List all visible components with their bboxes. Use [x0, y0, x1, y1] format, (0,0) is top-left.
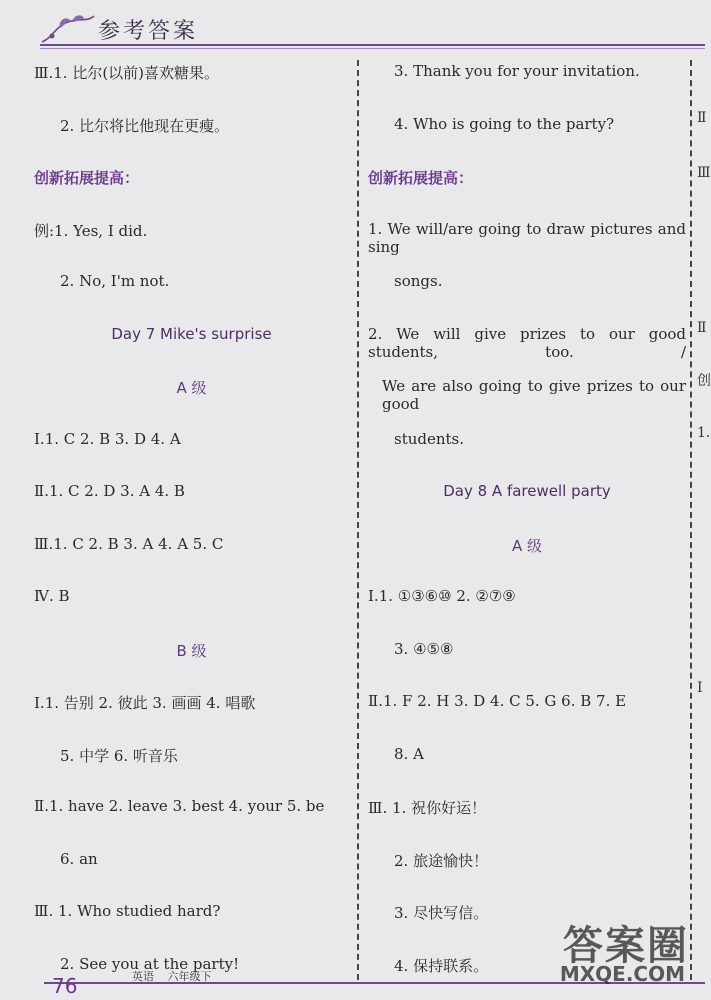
footer-grade: 六年级下 — [167, 970, 212, 983]
answer-line: Ⅰ.1. C 2. B 3. D 4. A — [34, 429, 181, 448]
header-rule-thin — [40, 48, 705, 49]
answer-line: We are also going to give prizes to our good — [382, 377, 686, 413]
answer-line: Ⅲ. 1. 祝你好运！ — [368, 799, 487, 817]
answer-line: 8. A — [394, 744, 424, 763]
answer-line: 4. 保持联系。 — [394, 956, 489, 975]
answer-line: Ⅳ. B — [34, 587, 70, 605]
vine-ornament-icon — [38, 8, 98, 48]
answer-line: Ⅱ.1. have 2. leave 3. best 4. your 5. be — [34, 797, 325, 815]
column-divider — [357, 60, 359, 980]
level-heading: A 级 — [176, 379, 207, 397]
answer-line: 3. Thank you for your invitation. — [394, 62, 640, 80]
answer-line: Ⅱ.1. F 2. H 3. D 4. C 5. G 6. B 7. E — [368, 692, 627, 710]
answer-line: Ⅰ.1. ①③⑥⑩ 2. ②⑦⑨ — [368, 587, 516, 605]
level-heading: A 级 — [511, 536, 543, 555]
page-title: 参考答案 — [98, 19, 199, 44]
answer-line: songs. — [394, 272, 443, 290]
answer-line: Ⅱ.1. C 2. D 3. A 4. B — [34, 482, 185, 500]
answer-line: 2. 比尔将比他现在更瘦。 — [60, 116, 230, 135]
answer-line: 3. ④⑤⑧ — [394, 639, 454, 658]
answer-line: Ⅲ.1. 比尔(以前)喜欢糖果。 — [34, 64, 220, 82]
answer-line: 2. See you at the party! — [60, 954, 240, 973]
answer-line: 6. an — [60, 849, 98, 868]
answer-line: 例:1. Yes, I did. — [34, 221, 148, 240]
answer-line: 2. No, I'm not. — [60, 272, 170, 290]
edge-fragment: 1. — [697, 425, 711, 441]
day-title: Day 8 A farewell party — [443, 482, 611, 500]
answer-line: 2. We will give prizes to our good students, too. / — [368, 324, 686, 361]
answer-line: Ⅰ.1. 告别 2. 彼此 3. 画画 4. 唱歌 — [34, 694, 256, 712]
section-heading: 创新拓展提高： — [34, 169, 140, 187]
watermark-url: MXQE.COM — [559, 962, 685, 986]
edge-fragment: Ⅱ — [697, 320, 707, 336]
edge-fragment: Ⅰ — [697, 680, 703, 696]
watermark — [517, 914, 697, 994]
edge-fragment: Ⅲ — [697, 165, 711, 181]
header-rule — [40, 44, 705, 46]
answer-line: 2. 旅途愉快！ — [394, 851, 489, 870]
page-header — [0, 0, 705, 52]
edge-fragment: Ⅱ — [697, 110, 707, 126]
answer-line: 1. We will/are going to draw pictures and sing — [368, 219, 686, 256]
column-divider-right — [690, 60, 692, 980]
section-heading: 创新拓展提高： — [368, 169, 474, 187]
level-heading: B 级 — [176, 641, 207, 660]
page-number: 76 — [52, 974, 78, 998]
day-title: Day 7 Mike's surprise — [111, 324, 272, 343]
footer-info — [132, 968, 222, 984]
answer-line: 4. Who is going to the party? — [394, 114, 615, 133]
answer-line: 3. 尽快写信。 — [394, 904, 489, 922]
footer-subject: 英语 — [132, 970, 154, 983]
edge-fragment: 创 — [697, 373, 711, 389]
watermark-text: 答案圈 — [563, 923, 689, 969]
answer-line: Ⅲ. 1. Who studied hard? — [34, 902, 221, 920]
answer-line: 5. 中学 6. 听音乐 — [60, 746, 178, 765]
answer-line: Ⅲ.1. C 2. B 3. A 4. A 5. C — [34, 534, 224, 553]
answer-line: students. — [394, 429, 465, 448]
